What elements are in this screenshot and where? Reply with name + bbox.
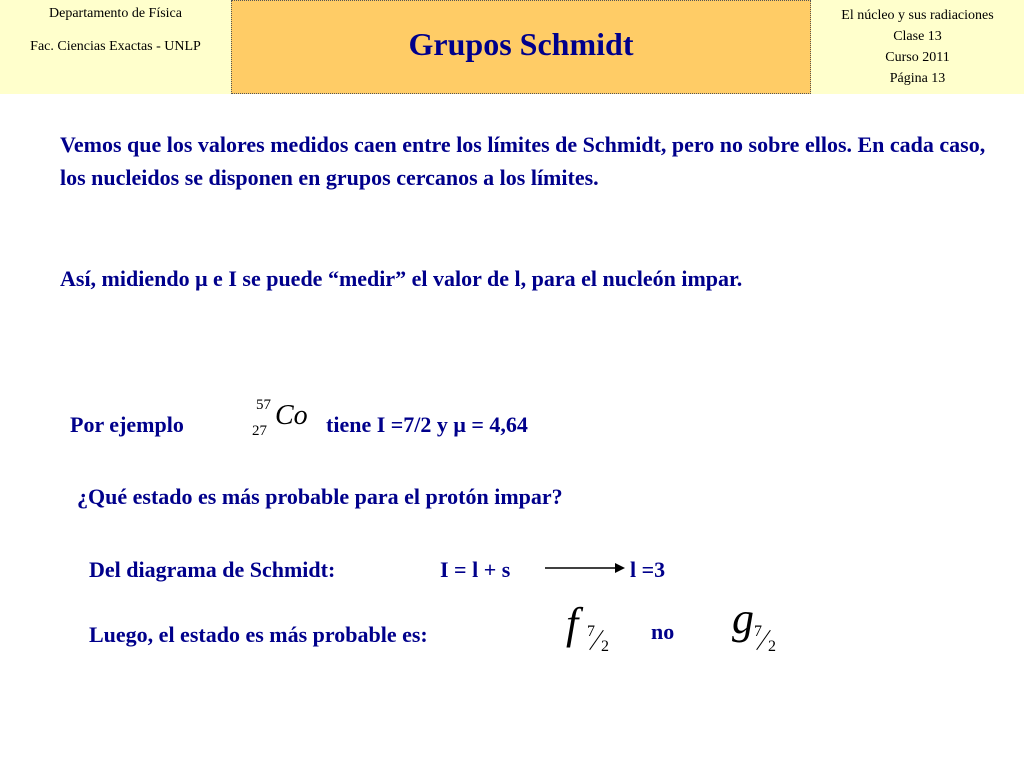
state-f-numerator: 7 [587,623,595,640]
diagram-label: Del diagrama de Schmidt: [89,557,336,582]
state-g-numerator: 7 [754,623,762,640]
example-label: Por ejemplo [70,412,184,437]
slide-title: Grupos Schmidt [408,26,634,62]
arrow-right-icon [545,560,625,576]
header-left-box [0,0,231,94]
isotope-atomic-number: 27 [252,423,267,439]
conclusion-label: Luego, el estado es más probable es: [89,622,428,647]
question-text: ¿Qué estado es más probable para el protón impar? [77,484,563,509]
isotope-mass-number: 57 [256,397,271,413]
isotope-symbol: Co [275,400,308,431]
class-number: Clase 13 [893,29,942,44]
example-properties: tiene I =7/2 y μ = 4,64 [326,412,528,437]
course-year: Curso 2011 [885,50,950,65]
course-name: El núcleo y sus radiaciones [841,8,994,23]
formula-text: I = l + s [440,557,511,582]
page-number: Página 13 [889,71,946,86]
header-right-box [811,0,1024,94]
paragraph-schmidt-limits: Vemos que los valores medidos caen entre los límites de Schmidt, pero no sobre ellos. En cada caso, los nucleidos se disponen en grupos cercanos a los límites. [60,132,986,190]
separator-no: no [651,619,675,644]
header-title-box [231,0,811,94]
state-f-denominator: 2 [601,638,609,655]
paragraph-measure-l: Así, midiendo μ e I se puede “medir” el valor de l, para el nucleón impar. [60,266,743,291]
state-g-denominator: 2 [768,638,776,655]
state-g-letter: g [732,594,754,643]
department-name: Departamento de Física [49,6,182,21]
state-f-letter: f [566,599,579,648]
faculty-name: Fac. Ciencias Exactas - UNLP [30,39,201,54]
result-text: l =3 [630,557,666,582]
